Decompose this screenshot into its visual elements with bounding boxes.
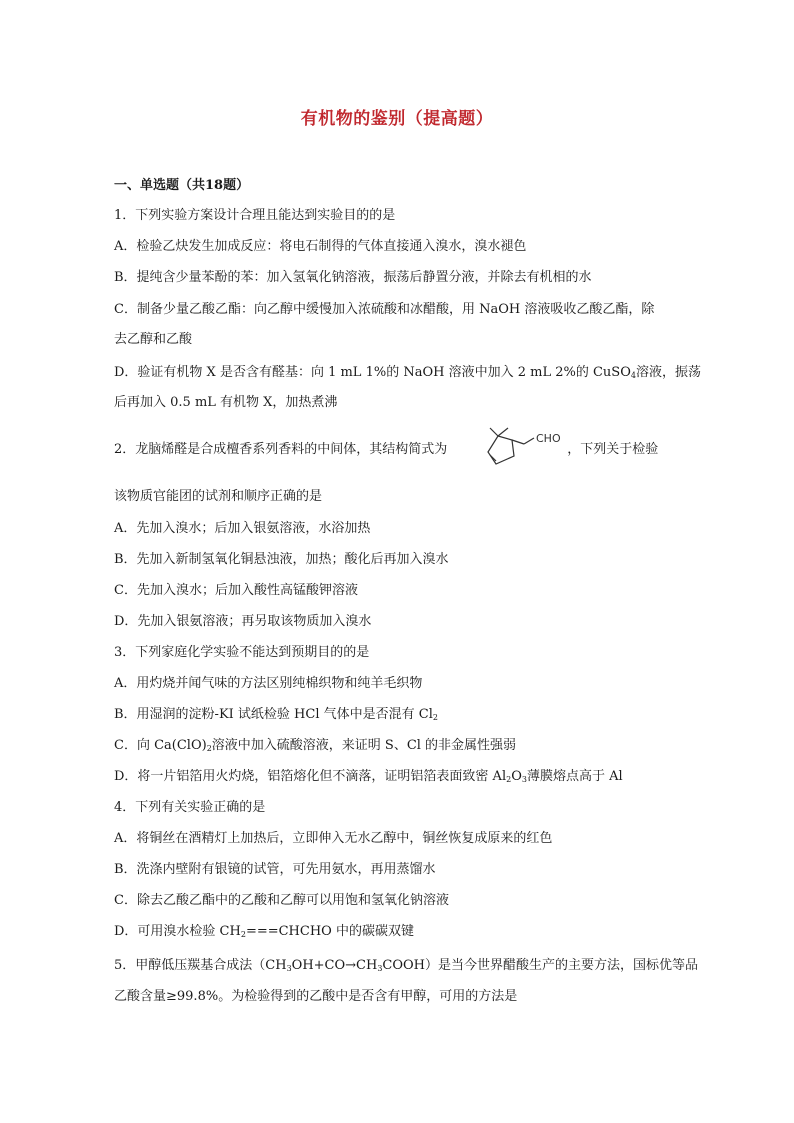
q1-stem: 1．下列实验方案设计合理且能达到实验目的的是 [114, 208, 396, 223]
q3-option-a: A．用灼烧并闻气味的方法区别纯棉织物和纯羊毛织物 [114, 676, 423, 691]
page-title: 有机物的鉴别（提高题） [300, 109, 494, 129]
q1-option-a: A．检验乙炔发生加成反应：将电石制得的气体直接通入溴水，溴水褪色 [114, 239, 527, 254]
q4-option-c: C．除去乙酸乙酯中的乙酸和乙醇可以用饱和氢氧化钠溶液 [114, 893, 449, 908]
q1-option-c-line1: C．制备少量乙酸乙酯：向乙醇中缓慢加入浓硫酸和冰醋酸，用 NaOH 溶液吸收乙酸乙酯，除 [114, 302, 655, 317]
q1-option-c-line2: 去乙醇和乙酸 [114, 332, 193, 347]
q1-option-d-line2: 后再加入 0.5 mL 有机物 X，加热煮沸 [114, 395, 338, 410]
q5-stem-line1: 5．甲醇低压羰基合成法$(CH_3OH+CO\to CH_3COOH)$是当今世界醋酸生产的主要方法，国标优等品 [114, 958, 699, 973]
q3-option-c: C．向 $Ca(ClO)_2$溶液中加入硫酸溶液，来证明 S、Cl 的非金属性强弱 [114, 738, 517, 753]
molecule-cho-label: CHO [536, 432, 561, 445]
molecule-structure [476, 424, 588, 472]
q3-stem: 3．下列家庭化学实验不能达到预期目的的是 [114, 645, 370, 660]
q1-option-d-line1: D．验证有机物 X 是否含有醛基：向 1 mL 1%的 NaOH 溶液中加入 2 mL 2%的 CuSO$_4$溶液，振荡 [114, 365, 701, 380]
q4-option-a: A．将铜丝在酒精灯上加热后，立即伸入无水乙醇中，铜丝恢复成原来的红色 [114, 831, 553, 846]
q1-option-b: B．提纯含少量苯酚的苯：加入氢氧化钠溶液，振荡后静置分液，并除去有机相的水 [114, 270, 592, 285]
q3-option-b: B．用湿润的淀粉-KI 试纸检验 HCl 气体中是否混有 $Cl_2$ [114, 707, 438, 722]
q2-option-a: A．先加入溴水；后加入银氨溶液，水浴加热 [114, 521, 371, 536]
q2-stem-line2: 该物质官能团的试剂和顺序正确的是 [114, 489, 323, 504]
q4-stem: 4．下列有关实验正确的是 [114, 800, 266, 815]
q2-option-c: C．先加入溴水；后加入酸性高锰酸钾溶液 [114, 583, 358, 598]
q4-option-d: D．可用溴水检验 $CH_2===CHCHO$ 中的碳碳双键 [114, 924, 414, 939]
q5-stem-line2: 乙酸含量≥99.8%。为检验得到的乙酸中是否含有甲醇，可用的方法是 [114, 989, 518, 1004]
q3-option-d: D．将一片铝箔用火灼烧，铝箔熔化但不滴落，证明铝箔表面致密 $Al_2O_3$薄膜熔点高于 Al [114, 769, 623, 784]
q2-option-d: D．先加入银氨溶液；再另取该物质加入溴水 [114, 614, 372, 629]
section-heading: 一、单选题（共18题） [114, 178, 250, 193]
q2-option-b: B．先加入新制氢氧化铜悬浊液，加热；酸化后再加入溴水 [114, 552, 449, 567]
q2-stem-line1: 2．龙脑烯醛是合成檀香系列香料的中间体，其结构简式为 ，下列关于检验 [114, 442, 659, 457]
q4-option-b: B．洗涤内壁附有银镜的试管，可先用氨水，再用蒸馏水 [114, 862, 436, 877]
